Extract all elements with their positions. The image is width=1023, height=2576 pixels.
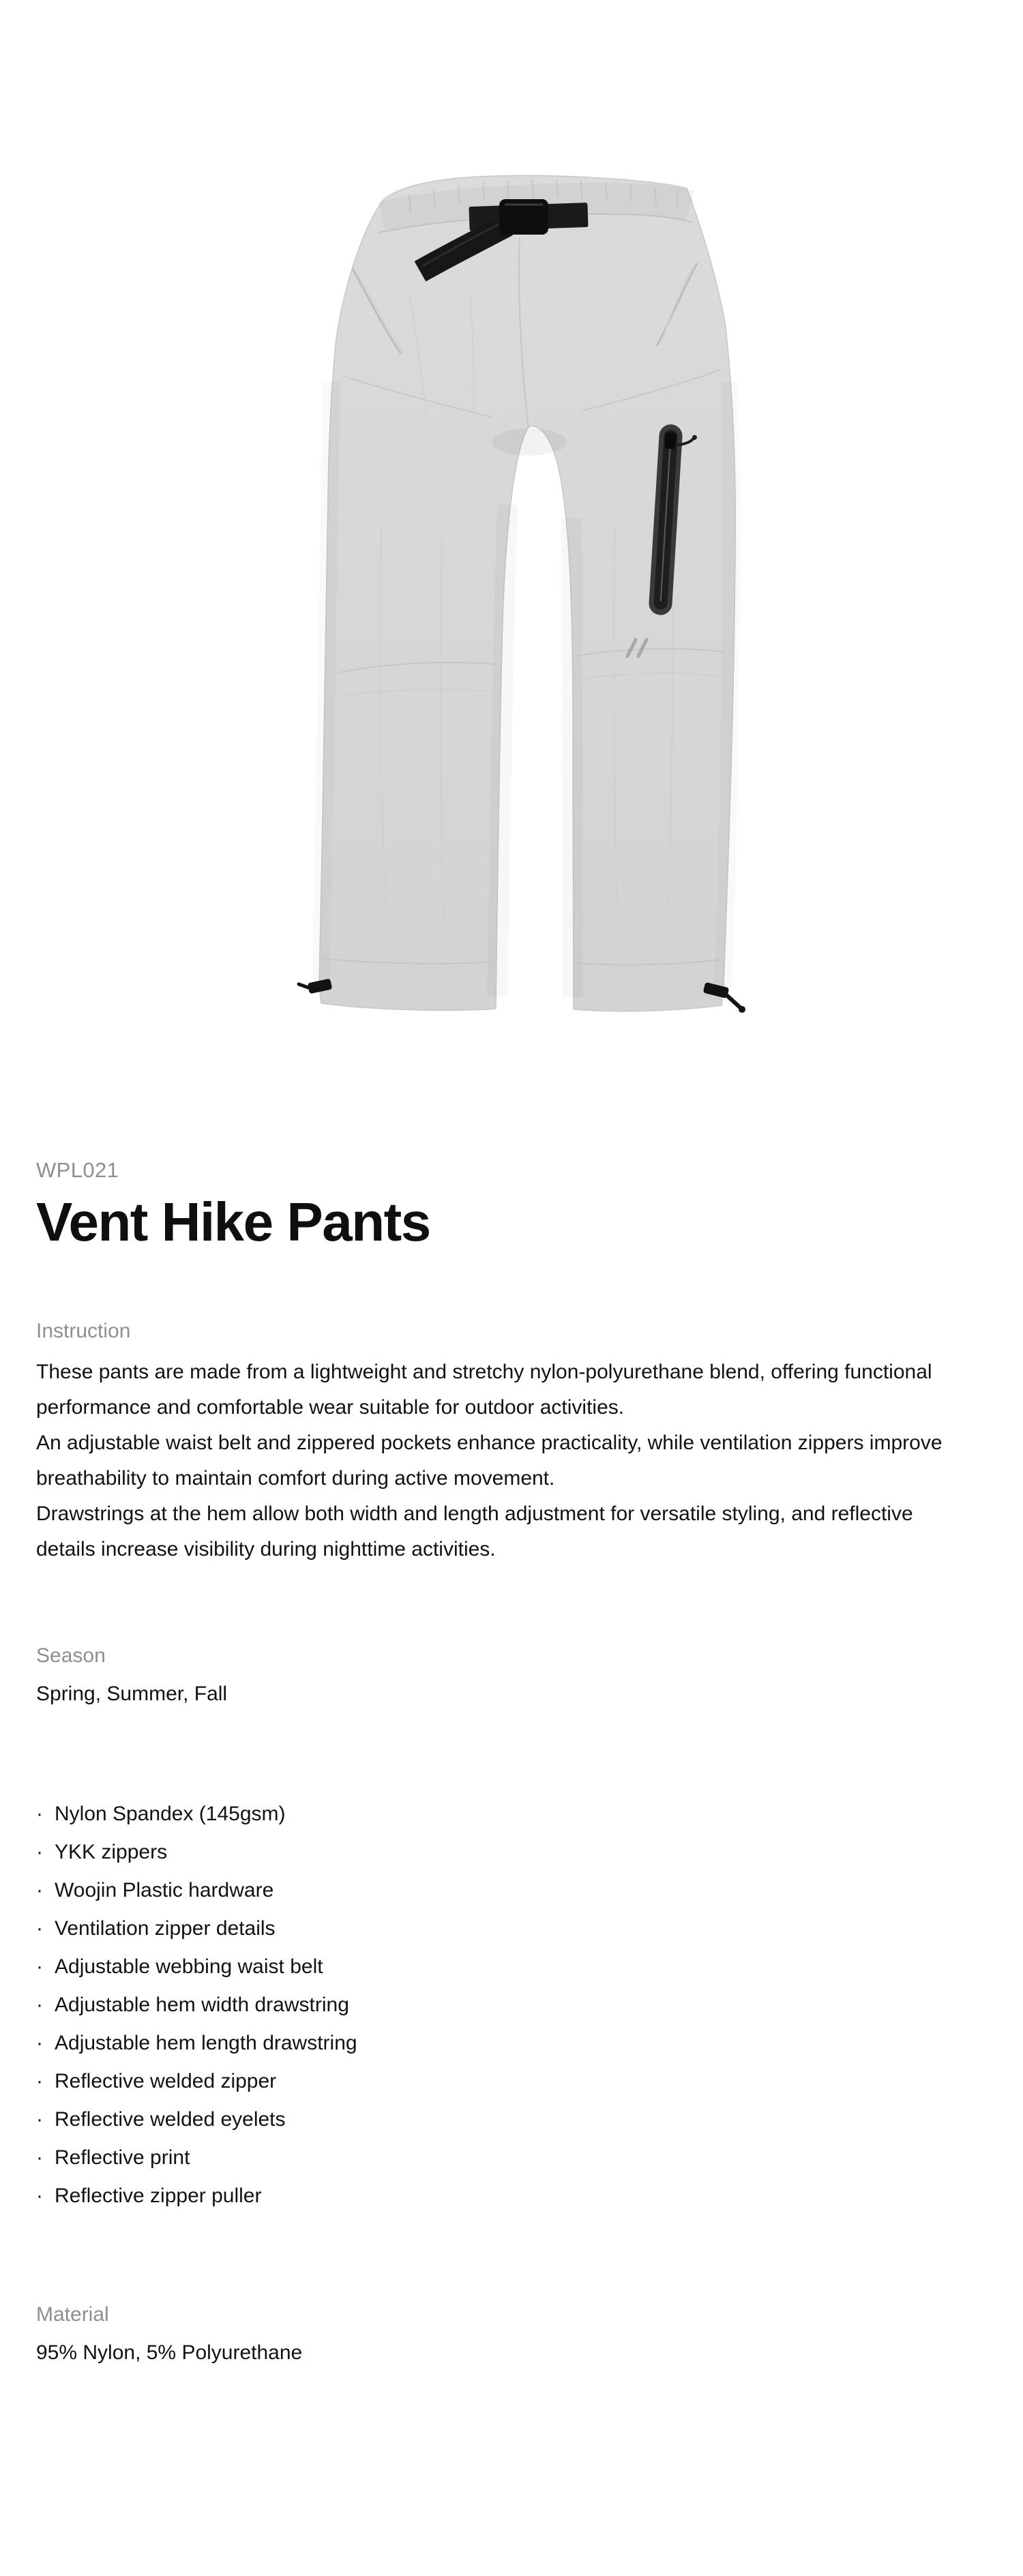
- zipper-slider: [664, 432, 676, 449]
- material-label: Material: [36, 2303, 109, 2326]
- feature-item: [36, 2139, 982, 2177]
- product-image: [0, 0, 1023, 1119]
- feature-text: Nylon Spandex (145gsm): [55, 1803, 286, 1825]
- feature-item: [36, 1948, 982, 1986]
- feature-item: [36, 1910, 982, 1948]
- bullet-dot: ·: [36, 2185, 43, 2207]
- bullet-dot: ·: [36, 2070, 43, 2092]
- bullet-dot: ·: [36, 2108, 43, 2131]
- product-sku: WPL021: [36, 1158, 119, 1182]
- instruction-paragraph: These pants are made from a lightweight and stretchy nylon-polyurethane blend, offering functional performance and comfortable wear suitable for outdoor activities.: [36, 1361, 932, 1419]
- season-value: Spring, Summer, Fall: [36, 1683, 228, 1705]
- feature-item: [36, 1871, 982, 1910]
- feature-text: Adjustable hem width drawstring: [55, 1994, 349, 2016]
- features-list: [36, 1795, 982, 2215]
- bullet-dot: ·: [36, 2146, 43, 2169]
- product-title: Vent Hike Pants: [36, 1191, 430, 1252]
- crotch-shadow: [492, 428, 567, 456]
- bullet-dot: ·: [36, 1994, 43, 2016]
- feature-item: [36, 1833, 982, 1871]
- bullet-dot: ·: [36, 1879, 43, 1901]
- feature-item: [36, 1795, 982, 1833]
- feature-text: Ventilation zipper details: [55, 1917, 276, 1940]
- feature-text: Reflective welded eyelets: [55, 2108, 286, 2131]
- feature-text: Adjustable webbing waist belt: [55, 1955, 323, 1978]
- feature-text: YKK zippers: [55, 1841, 168, 1863]
- feature-item: [36, 1986, 982, 2024]
- pants-graphic: [299, 176, 745, 1013]
- feature-text: Reflective zipper puller: [55, 2185, 262, 2207]
- feature-text: Woojin Plastic hardware: [55, 1879, 274, 1901]
- instruction-label: Instruction: [36, 1320, 131, 1342]
- product-photo-pants: [0, 0, 1023, 1119]
- product-info: [0, 1158, 1023, 2367]
- bullet-dot: ·: [36, 1803, 43, 1825]
- bullet-dot: ·: [36, 1917, 43, 1940]
- feature-text: Reflective print: [55, 2146, 190, 2169]
- instruction-paragraph: Drawstrings at the hem allow both width and length adjustment for versatile styling, and reflective details increase visibility during nighttime activities.: [36, 1502, 913, 1560]
- instruction-text: [36, 1354, 977, 1567]
- instruction-paragraph: An adjustable waist belt and zippered pockets enhance practicality, while ventilation zippers improve breathability to maintain comfort during active movement.: [36, 1432, 943, 1490]
- feature-item: [36, 2101, 982, 2139]
- feature-text: Reflective welded zipper: [55, 2070, 277, 2092]
- material-value: 95% Nylon, 5% Polyurethane: [36, 2341, 303, 2364]
- season-label: Season: [36, 1644, 106, 1667]
- bullet-dot: ·: [36, 2032, 43, 2054]
- feature-item: [36, 2062, 982, 2101]
- bullet-dot: ·: [36, 1841, 43, 1863]
- feature-item: [36, 2177, 982, 2215]
- feature-item: [36, 2024, 982, 2062]
- feature-text: Adjustable hem length drawstring: [55, 2032, 357, 2054]
- bullet-dot: ·: [36, 1955, 43, 1978]
